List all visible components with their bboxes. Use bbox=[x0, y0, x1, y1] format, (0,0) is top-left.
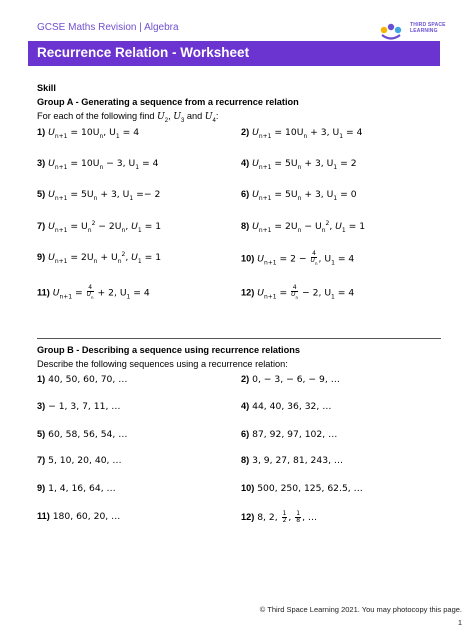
group-b-question-11 bbox=[37, 511, 120, 522]
group-a-question-3: 3) $U_{n+1} = 10U_n - 3$, $U_1 = 4$ bbox=[37, 158, 159, 171]
group-b-question-7 bbox=[37, 455, 122, 466]
question-tail: − 2, U bbox=[299, 287, 332, 299]
group-a-question-5: 5) $U_{n+1} = 5U_n + 3$, $U_1 =- 2$ bbox=[37, 189, 161, 202]
group-a-question-2: 2) $U_{n+1} = 10U_n + 3$, $U_1 = 4$ bbox=[241, 127, 363, 140]
question-rhs: = bbox=[279, 287, 288, 299]
question-tail: − 3, U bbox=[103, 158, 136, 169]
question-rhs: = U bbox=[70, 221, 88, 232]
group-b-question-12: 12) 8, 2, $\frac{1}{2}$ , $\frac{1}{8}$ , … bbox=[241, 510, 318, 524]
question-initial: = 4 bbox=[133, 287, 150, 299]
group-a-question-9: 9) $U_{n+1} = 2U_n + U_n^2$, $U_1 = 1$ bbox=[37, 251, 162, 265]
question-number: 4) bbox=[241, 158, 250, 168]
group-a-instruction: For each of the following find $U_2$, $U_3$ and $U_4$: bbox=[37, 111, 219, 124]
question-rhs: = bbox=[75, 287, 83, 299]
question-number: 3) bbox=[37, 401, 46, 411]
question-initial: = 1 bbox=[144, 221, 162, 232]
question-rhs: = 5U bbox=[274, 158, 298, 169]
sequence-text: 0, − 3, − 6, − 9, … bbox=[252, 374, 340, 385]
question-number: 6) bbox=[241, 429, 250, 439]
group-a-question-8: 8) $U_{n+1} = 2U_n - U_n^2$, $U_1 = 1$ bbox=[241, 220, 366, 234]
instruction-sep-1: , bbox=[168, 111, 174, 121]
question-number: 1) bbox=[37, 374, 46, 384]
instruction-sep-2: and bbox=[184, 111, 205, 121]
question-number: 1) bbox=[37, 127, 46, 137]
question-rhs: = 2U bbox=[70, 252, 94, 263]
group-b-question-1 bbox=[37, 374, 127, 385]
sequence-tail: , … bbox=[302, 512, 318, 523]
fraction: $\frac{4}{U_n}$ bbox=[310, 250, 318, 266]
skill-label: Skill bbox=[37, 83, 56, 93]
title-banner bbox=[28, 41, 440, 66]
fraction-top: 4 bbox=[312, 250, 316, 257]
question-initial: = 4 bbox=[337, 287, 355, 299]
group-b-question-2 bbox=[241, 374, 340, 385]
sequence-text: 5, 10, 20, 40, … bbox=[48, 455, 122, 466]
group-b-instruction: Describe the following sequences using a recurrence relation: bbox=[37, 359, 288, 369]
group-b-question-6 bbox=[241, 429, 337, 440]
group-a-question-10: 10) $U_{n+1} = 2$ − $\frac{4}{U_n}$ , $U_1 = 4$ bbox=[241, 250, 355, 267]
question-tail: + 2, U bbox=[94, 287, 127, 299]
question-tail: + 3, U bbox=[307, 127, 340, 138]
question-number: 5) bbox=[37, 429, 46, 439]
logo-wordmark bbox=[410, 22, 446, 34]
footer-copyright: © Third Space Learning 2021. You may photocopy this page. bbox=[259, 605, 462, 614]
group-a-question-12: 12) $U_{n+1}$ = $\frac{4}{U_n}$ − 2, $U_1 = 4$ bbox=[241, 284, 355, 301]
question-tail: + 3, U bbox=[301, 189, 334, 200]
question-number: 8) bbox=[241, 455, 250, 465]
question-number: 10) bbox=[241, 253, 255, 264]
question-number: 2) bbox=[241, 127, 250, 137]
fraction-bottom: 8 bbox=[296, 517, 301, 524]
fraction-eighth bbox=[295, 511, 301, 524]
instruction-suffix: : bbox=[215, 111, 219, 121]
sequence-text: 1, 4, 16, 64, … bbox=[48, 483, 116, 494]
sequence-text: 40, 50, 60, 70, … bbox=[48, 374, 128, 385]
group-a-question-6: 6) $U_{n+1} = 5U_n + 3$, $U_1 = 0$ bbox=[241, 189, 357, 202]
group-b-question-10 bbox=[241, 483, 363, 494]
question-rhs: = 2U bbox=[274, 221, 298, 232]
question-rhs: = 5U bbox=[274, 189, 298, 200]
question-rhs: = 2 − bbox=[279, 253, 307, 265]
group-a-question-4: 4) $U_{n+1} = 5U_n + 3$, $U_1 = 2$ bbox=[241, 158, 357, 171]
question-initial: = 4 bbox=[122, 127, 140, 138]
sequence-text: 44, 40, 36, 32, … bbox=[252, 401, 332, 412]
fraction-top: 4 bbox=[88, 284, 93, 291]
question-initial: = 1 bbox=[348, 221, 366, 232]
question-number: 9) bbox=[37, 252, 46, 262]
question-initial: = 2 bbox=[340, 158, 357, 169]
fraction: $\frac{4}{U_n}$ bbox=[86, 284, 94, 300]
logo-line-2: LEARNING bbox=[410, 28, 438, 34]
question-number: 2) bbox=[241, 374, 250, 384]
question-tail: , U bbox=[318, 253, 332, 265]
fraction-bottom: 2 bbox=[282, 517, 287, 524]
question-rhs: = 10U bbox=[70, 127, 100, 138]
sequence-text: 8, 2, bbox=[257, 512, 278, 523]
question-number: 4) bbox=[241, 401, 250, 411]
group-b-heading: Group B - Describing a sequence using recurrence relations bbox=[37, 345, 300, 355]
question-initial: = 4 bbox=[345, 127, 363, 138]
fraction: $\frac{4}{U_n}$ bbox=[291, 284, 299, 300]
sequence-text: − 1, 3, 7, 11, … bbox=[48, 401, 121, 412]
question-number: 6) bbox=[241, 189, 250, 199]
question-tail: − 2U bbox=[95, 221, 122, 232]
header-breadcrumb: GCSE Maths Revision | Algebra bbox=[37, 22, 179, 33]
question-tail: + 3, U bbox=[301, 158, 334, 169]
question-number: 12) bbox=[241, 287, 255, 298]
sequence-text: 500, 250, 125, 62.5, … bbox=[257, 483, 363, 494]
sequence-text: 87, 92, 97, 102, … bbox=[252, 429, 338, 440]
page-number: 1 bbox=[457, 618, 462, 627]
group-b-question-8 bbox=[241, 455, 343, 466]
sequence-text: 180, 60, 20, … bbox=[52, 511, 121, 522]
question-number: 7) bbox=[37, 455, 46, 465]
question-rhs: = 5U bbox=[70, 189, 94, 200]
group-a-question-11: 11) $U_{n+1}$ = $\frac{4}{U_n}$ + 2, $U_1 = 4$ bbox=[37, 284, 150, 301]
question-tail: + 3, U bbox=[97, 189, 130, 200]
page-title: Recurrence Relation - Worksheet bbox=[37, 45, 250, 60]
question-number: 9) bbox=[37, 483, 46, 493]
group-b-question-3 bbox=[37, 401, 121, 412]
sequence-text: 3, 9, 27, 81, 243, … bbox=[252, 455, 344, 466]
question-initial: = 4 bbox=[337, 253, 355, 265]
question-tail: , U bbox=[103, 127, 116, 138]
question-rhs: = 10U bbox=[70, 158, 100, 169]
question-number: 8) bbox=[241, 221, 250, 231]
question-tail: − U bbox=[301, 221, 322, 232]
question-rhs: = 10U bbox=[274, 127, 304, 138]
group-a-question-7: 7) $U_{n+1} = U_n^2 - 2U_n$, $U_1 = 1$ bbox=[37, 220, 162, 234]
question-number: 5) bbox=[37, 189, 46, 199]
question-number: 12) bbox=[241, 512, 255, 522]
section-divider bbox=[37, 338, 441, 339]
fraction-top: 1 bbox=[282, 510, 287, 517]
instruction-prefix: For each of the following find bbox=[37, 111, 158, 121]
question-tail: + U bbox=[97, 252, 118, 263]
fraction-top: 4 bbox=[292, 284, 297, 291]
logo-line-1: THIRD SPACE bbox=[410, 22, 446, 28]
question-number: 10) bbox=[241, 483, 255, 493]
group-a-heading: Group A - Generating a sequence from a recurrence relation bbox=[37, 97, 299, 107]
question-initial: =− 2 bbox=[136, 189, 161, 200]
group-b-question-5 bbox=[37, 429, 127, 440]
question-number: 7) bbox=[37, 221, 46, 231]
question-number: 3) bbox=[37, 158, 46, 168]
fraction-half bbox=[282, 511, 288, 524]
question-number: 11) bbox=[37, 287, 50, 298]
question-initial: = 1 bbox=[144, 252, 162, 263]
group-b-question-4 bbox=[241, 401, 331, 412]
sequence-text: 60, 58, 56, 54, … bbox=[48, 429, 128, 440]
question-initial: = 4 bbox=[141, 158, 159, 169]
group-a-question-1: 1) $U_{n+1} = 10U_n$, $U_1 = 4$ bbox=[37, 127, 140, 140]
group-b-question-9 bbox=[37, 483, 116, 494]
question-initial: = 0 bbox=[340, 189, 357, 200]
fraction-top: 1 bbox=[296, 510, 301, 517]
question-number: 11) bbox=[37, 511, 50, 521]
